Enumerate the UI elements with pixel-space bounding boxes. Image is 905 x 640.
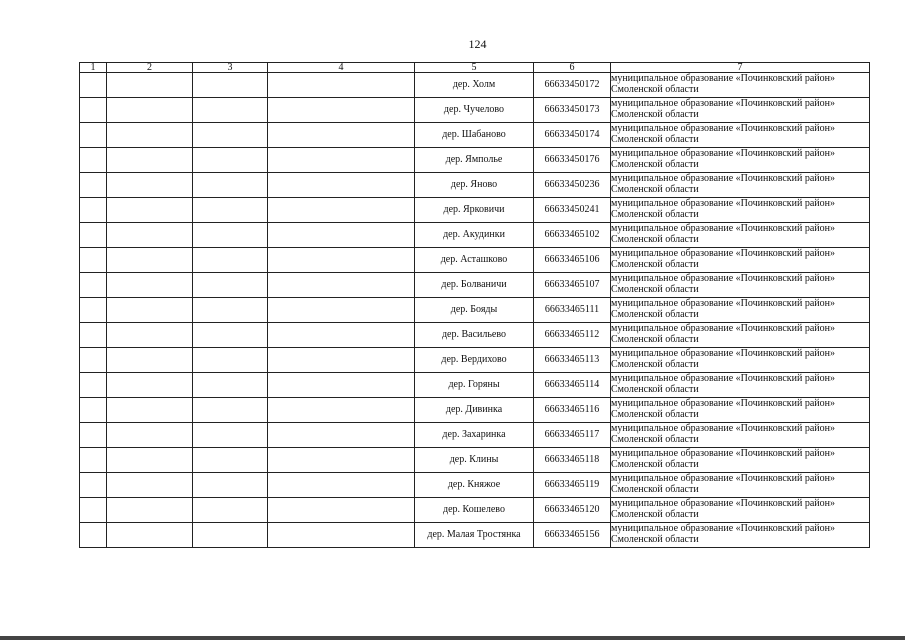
table-row [80,248,870,273]
empty-cell [268,73,415,98]
municipality-cell: муниципальное образование «Починковский район» Смоленской области [611,473,870,498]
table-row [80,523,870,548]
municipality-cell: муниципальное образование «Починковский район» Смоленской области [611,523,870,548]
empty-cell [193,473,268,498]
table-row [80,398,870,423]
table-row [80,473,870,498]
column-header-4: 4 [268,63,415,73]
empty-cell [193,373,268,398]
settlement-cell: дер. Горяны [415,373,534,398]
settlement-cell: дер. Яново [415,173,534,198]
empty-cell [268,223,415,248]
empty-cell [80,248,107,273]
empty-cell [268,498,415,523]
empty-cell [193,98,268,123]
municipality-cell: муниципальное образование «Починковский район» Смоленской области [611,248,870,273]
municipality-cell: муниципальное образование «Починковский район» Смоленской области [611,498,870,523]
page-bottom-edge [0,636,905,640]
table-body [80,73,870,548]
empty-cell [268,148,415,173]
empty-cell [193,398,268,423]
page-number: 124 [468,37,487,51]
oktmo-code-cell: 66633465106 [534,248,611,273]
empty-cell [107,398,193,423]
empty-cell [80,473,107,498]
settlement-cell: дер. Клины [415,448,534,473]
empty-cell [80,173,107,198]
empty-cell [268,298,415,323]
table-row [80,223,870,248]
municipality-cell: муниципальное образование «Починковский район» Смоленской области [611,423,870,448]
empty-cell [107,448,193,473]
empty-cell [268,523,415,548]
empty-cell [80,198,107,223]
municipality-cell: муниципальное образование «Починковский район» Смоленской области [611,123,870,148]
settlement-cell: дер. Шабаново [415,123,534,148]
empty-cell [107,298,193,323]
settlement-cell: дер. Ямполье [415,148,534,173]
column-header-5: 5 [415,63,534,73]
empty-cell [193,498,268,523]
empty-cell [107,323,193,348]
municipality-cell: муниципальное образование «Починковский район» Смоленской области [611,198,870,223]
settlement-cell: дер. Чучелово [415,98,534,123]
empty-cell [107,423,193,448]
oktmo-code-cell: 66633465114 [534,373,611,398]
municipality-cell: муниципальное образование «Починковский район» Смоленской области [611,298,870,323]
empty-cell [107,98,193,123]
empty-cell [107,473,193,498]
empty-cell [268,123,415,148]
settlement-cell: дер. Акудинки [415,223,534,248]
empty-cell [193,223,268,248]
empty-cell [107,373,193,398]
empty-cell [107,123,193,148]
empty-cell [268,373,415,398]
empty-cell [193,123,268,148]
oktmo-code-cell: 66633465107 [534,273,611,298]
empty-cell [107,198,193,223]
empty-cell [268,323,415,348]
empty-cell [193,323,268,348]
empty-cell [107,273,193,298]
settlement-cell: дер. Васильево [415,323,534,348]
table-row [80,348,870,373]
table-header-row [80,63,870,73]
table-row [80,423,870,448]
table-row [80,323,870,348]
empty-cell [80,148,107,173]
table-row [80,373,870,398]
oktmo-code-cell: 66633465117 [534,423,611,448]
empty-cell [268,248,415,273]
empty-cell [193,448,268,473]
oktmo-code-cell: 66633465119 [534,473,611,498]
empty-cell [80,323,107,348]
empty-cell [80,348,107,373]
empty-cell [80,123,107,148]
table-row [80,273,870,298]
oktmo-code-cell: 66633465116 [534,398,611,423]
empty-cell [193,423,268,448]
empty-cell [107,223,193,248]
empty-cell [193,73,268,98]
empty-cell [107,523,193,548]
empty-cell [268,273,415,298]
table-row [80,148,870,173]
oktmo-code-cell: 66633465118 [534,448,611,473]
oktmo-code-cell: 66633465113 [534,348,611,373]
empty-cell [107,498,193,523]
empty-cell [193,148,268,173]
empty-cell [80,448,107,473]
oktmo-code-cell: 66633465112 [534,323,611,348]
empty-cell [107,73,193,98]
settlement-cell: дер. Болваничи [415,273,534,298]
empty-cell [80,223,107,248]
empty-cell [80,73,107,98]
column-header-7: 7 [611,63,870,73]
empty-cell [268,398,415,423]
column-header-3: 3 [193,63,268,73]
empty-cell [193,248,268,273]
empty-cell [107,148,193,173]
empty-cell [268,448,415,473]
oktmo-code-cell: 66633450236 [534,173,611,198]
empty-cell [80,398,107,423]
municipality-cell: муниципальное образование «Починковский район» Смоленской области [611,348,870,373]
empty-cell [80,273,107,298]
empty-cell [80,373,107,398]
table-row [80,173,870,198]
oktmo-code-cell: 66633450172 [534,73,611,98]
empty-cell [268,473,415,498]
column-header-2: 2 [107,63,193,73]
empty-cell [107,248,193,273]
oktmo-code-cell: 66633465120 [534,498,611,523]
municipality-cell: муниципальное образование «Починковский район» Смоленской области [611,398,870,423]
table-row [80,98,870,123]
empty-cell [80,298,107,323]
settlement-cell: дер. Малая Тростянка [415,523,534,548]
empty-cell [268,173,415,198]
municipality-cell: муниципальное образование «Починковский район» Смоленской области [611,173,870,198]
column-header-1: 1 [80,63,107,73]
municipality-cell: муниципальное образование «Починковский район» Смоленской области [611,448,870,473]
settlement-cell: дер. Княжое [415,473,534,498]
municipality-cell: муниципальное образование «Починковский район» Смоленской области [611,273,870,298]
settlement-cell: дер. Холм [415,73,534,98]
settlement-cell: дер. Асташково [415,248,534,273]
oktmo-code-cell: 66633465156 [534,523,611,548]
empty-cell [193,198,268,223]
municipality-cell: муниципальное образование «Починковский район» Смоленской области [611,73,870,98]
column-header-6: 6 [534,63,611,73]
oktmo-code-cell: 66633450176 [534,148,611,173]
empty-cell [268,423,415,448]
settlement-cell: дер. Бояды [415,298,534,323]
oktmo-code-cell: 66633465102 [534,223,611,248]
municipality-cell: муниципальное образование «Починковский район» Смоленской области [611,98,870,123]
empty-cell [107,348,193,373]
empty-cell [193,523,268,548]
empty-cell [193,348,268,373]
settlement-cell: дер. Ярковичи [415,198,534,223]
empty-cell [193,298,268,323]
oktmo-code-cell: 66633450241 [534,198,611,223]
table-row [80,198,870,223]
empty-cell [268,98,415,123]
empty-cell [80,523,107,548]
municipality-cell: муниципальное образование «Починковский район» Смоленской области [611,323,870,348]
settlement-cell: дер. Дивинка [415,398,534,423]
empty-cell [193,173,268,198]
empty-cell [107,173,193,198]
table-row [80,73,870,98]
empty-cell [268,198,415,223]
oktmo-code-cell: 66633450174 [534,123,611,148]
empty-cell [80,423,107,448]
settlement-cell: дер. Захаринка [415,423,534,448]
table-row [80,123,870,148]
oktmo-code-cell: 66633450173 [534,98,611,123]
empty-cell [80,98,107,123]
municipality-cell: муниципальное образование «Починковский район» Смоленской области [611,148,870,173]
municipality-cell: муниципальное образование «Починковский район» Смоленской области [611,373,870,398]
table-row [80,448,870,473]
settlement-cell: дер. Кошелево [415,498,534,523]
empty-cell [80,498,107,523]
table-row [80,298,870,323]
settlement-cell: дер. Вердихово [415,348,534,373]
oktmo-code-cell: 66633465111 [534,298,611,323]
municipality-cell: муниципальное образование «Починковский район» Смоленской области [611,223,870,248]
table-row [80,498,870,523]
empty-cell [268,348,415,373]
empty-cell [193,273,268,298]
settlements-table [79,62,870,548]
